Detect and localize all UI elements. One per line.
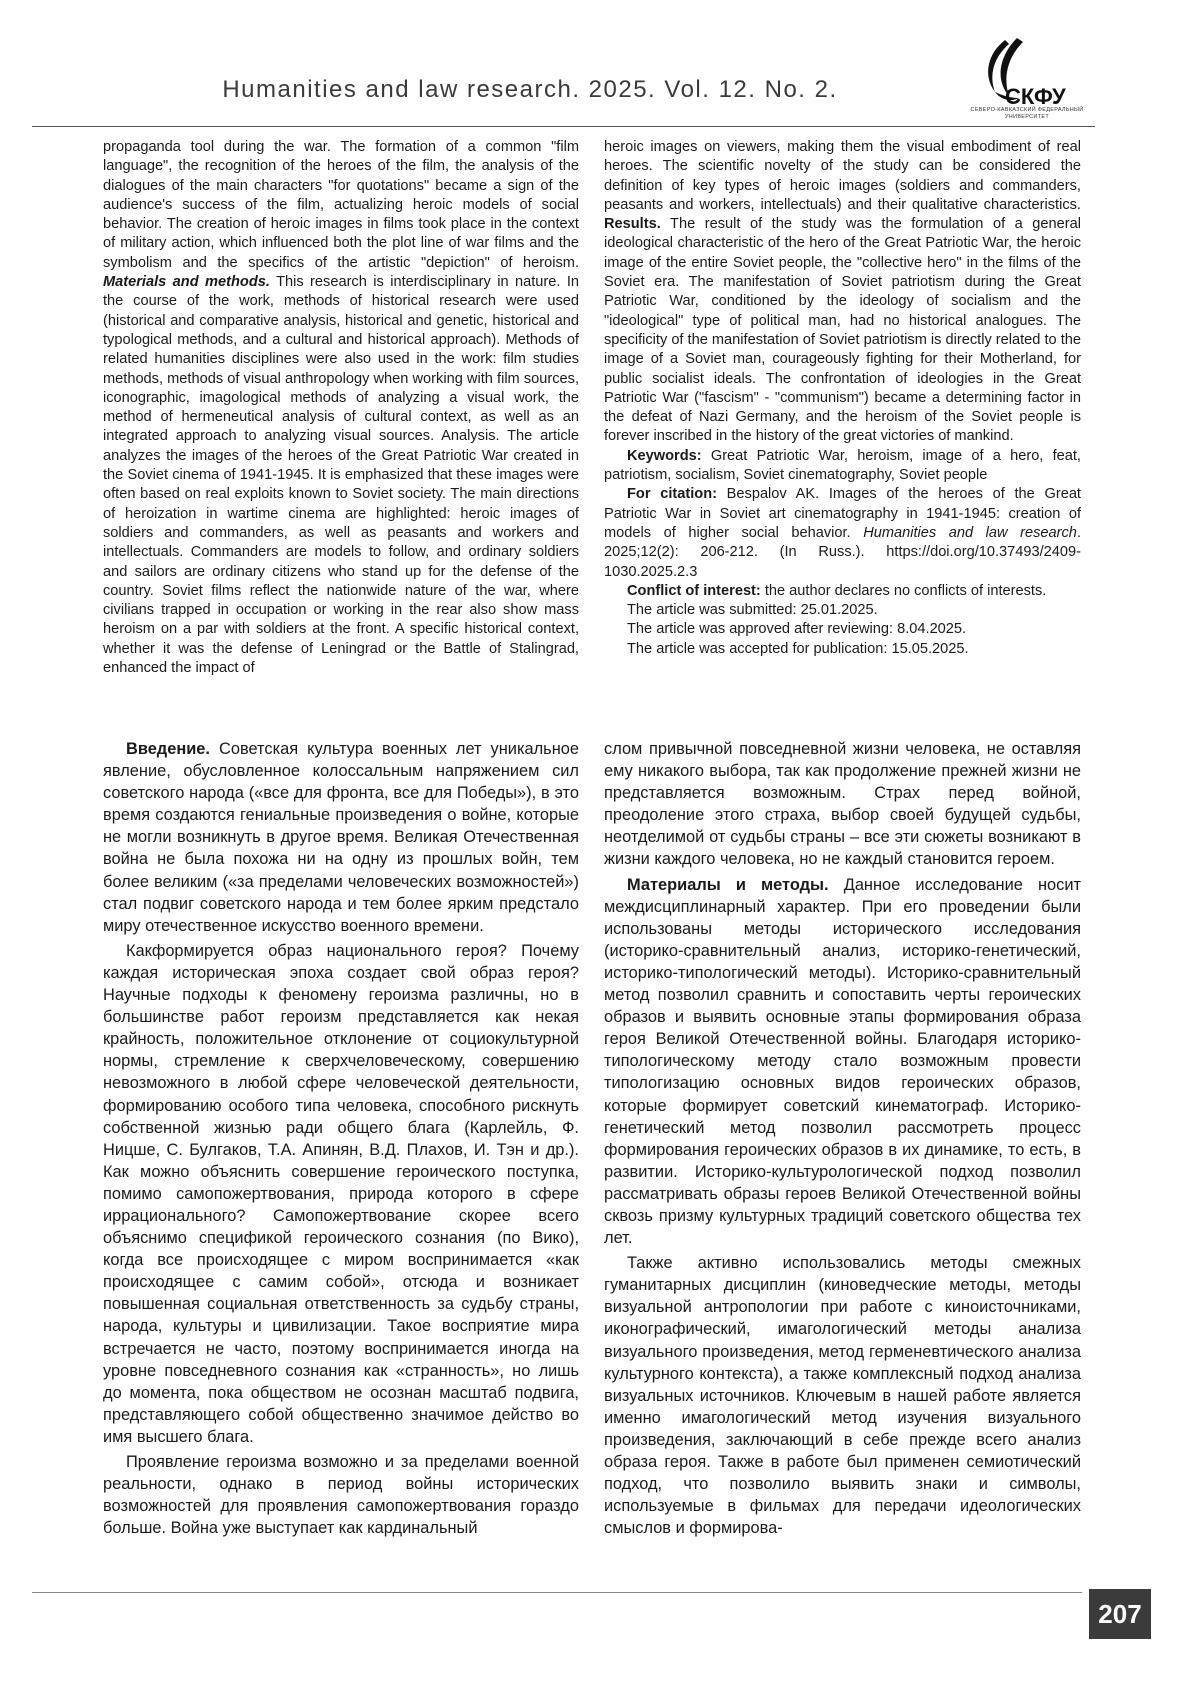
- body-paragraph: слом привычной повседневной жизни человека, не оставляя ему никакого выбора, так как продолжение прежней жизни не представляется возможным. Страх перед войной, преодоление этого страха, выбор своей будущей судьбы, неотделимой от судьбы страны – все эти сюжеты возникают в жизни каждого человека, но не каждый становится героем.: [604, 740, 1081, 869]
- materials-label: Materials and methods.: [103, 274, 270, 291]
- body-paragraph: Также активно использовались методы смежных гуманитарных дисциплин (киноведческие методы, методы визуальной антропологии при работе с киноисточниками, иконографический, имагологический методы анализа визуального произведения, метод герменевтического анализа культурного контекста), а также комплексный подход анализа визуальных источников. Ключевым в нашей работе является именно имагологический метод изучения визуального произведения, заключающий в себе прежде всего анализ образа героя. Также в работе был применен семиотический подход, что позволило выявить знаки и символы, используемые в фильмах для передачи идеологических смыслов и формирова-: [604, 1254, 1081, 1538]
- header-divider: [32, 126, 1095, 127]
- footer-divider: [32, 1592, 1082, 1593]
- intro-paragraph: Введение. Советская культура военных лет уникальное явление, обусловленное колоссальным напряжением сил советского народа («все для фронта, все для Победы»), в это время создаются гениальные произведения о войне, которые не могли возникнуть в другое время. Великая Отечественная война не была похожа ни на одну из прошлых войн, тем более великим («за пределами человеческих возможностей») стал подвиг советского народа и тем более ярким предстало миру отечественное искусство военного времени.: [103, 740, 579, 935]
- logo-subtitle: СЕВЕРО-КАВКАЗСКИЙ ФЕДЕРАЛЬНЫЙ УНИВЕРСИТЕТ: [970, 107, 1084, 120]
- accepted-date: The article was accepted for publication: 15.05.2025.: [627, 640, 969, 657]
- submitted-date: The article was submitted: 25.01.2025.: [627, 602, 878, 619]
- approved-date: The article was approved after reviewing: 8.04.2025.: [627, 621, 967, 638]
- abstract-text: The result of the study was the formulation of a general ideological characteristic of the hero of the Great Patriotic War, the heroic image of the entire Soviet people, the "collective hero" in the films of the Soviet era. The manifestation of Soviet patriotism during the Great Patriotic War, conditioned by the ideology of socialism and the "ideological" type of political man, had no historical analogues. The specificity of the manifestation of Soviet patriotism is directly related to the image of a Soviet man, courageously fighting for their Motherland, for public socialist ideals. The confrontation of ideologies in the Great Patriotic War ("fascism" - "communism") became a determining factor in the defeat of Nazi Germany, and the heroism of the Soviet people is forever inscribed in the history of the great victories of mankind.: [604, 216, 1081, 445]
- abstract-left-column: [103, 138, 579, 678]
- page-number: 207: [1089, 1589, 1151, 1639]
- body-paragraph: Какформируется образ национального героя? Почему каждая историческая эпоха создает свой образ героя? Научные подходы к феномену героизма различны, но в большинстве работ героизм представляется как некая крайность, положительное отклонение от социокультурной нормы, стремление к сверхчеловеческому, совершению невозможного в любой сфере человеческой деятельности, формированию особого типа человека, способного рискнуть собственной жизнью ради общего блага (Карлейль, Ф. Ницше, С. Булгаков, Т.А. Апинян, В.Д. Плахов, И. Тэн и др.). Как можно объяснить совершение героического поступка, помимо самопожертвования, природа которого в сфере иррационального? Самопожертвование скорее всего объяснимо спецификой героического сознания (по Вико), когда все происходящее с миром воспринимается «как происходящее с самим собой», отсюда и возникает повышенная социальная ответственность за судьбу страны, народа, культуры и цивилизации. Такое восприятие мира встречается не часто, поэтому воспринимается иногда на уровне повседневного сознания как «странность», но лишь до момента, пока обществом не осознан масштаб подвига, представляющего собой общественно значимое действо во имя высшего блага.: [103, 941, 579, 1446]
- keywords-paragraph: Keywords: Great Patriotic War, heroism, image of a hero, feat, patriotism, socialism, Soviet cinematography, Soviet people: [604, 447, 1081, 484]
- abstract-text: heroic images on viewers, making them the visual embodiment of real heroes. The scientific novelty of the study can be considered the definition of key types of heroic images (soldiers and commanders, peasants and workers, intellectuals) and their qualitative characteristics.: [604, 139, 1081, 213]
- journal-header: Humanities and law research. 2025. Vol. 12. No. 2.: [222, 76, 838, 103]
- conflict-paragraph: Conflict of interest: the author declares no conflicts of interests.: [627, 582, 1047, 599]
- logo-wordmark: СКФУ: [1005, 84, 1066, 109]
- abstract-right-column: [604, 138, 1081, 659]
- keywords-label: Keywords:: [627, 447, 702, 464]
- results-label: Results.: [604, 216, 661, 233]
- body-right-column: [604, 738, 1081, 1539]
- body-paragraph: Проявление героизма возможно и за пределами военной реальности, однако в период войны исторических возможностей для проявления самопожертвования гораздо больше. Война уже выступает как кардинальный: [103, 1453, 579, 1538]
- abstract-text: propaganda tool during the war. The formation of a common "film language", the recognition of the heroes of the film, the analysis of the dialogues of the main characters "for quotations" became a sign of the audience's success of the film, actualizing heroic models of social behavior. The creation of heroic images in films took place in the context of military action, which influenced both the plot line of war films and the symbolism and the specifics of the artistic "depiction" of heroism.: [103, 139, 579, 271]
- methods-label: Материалы и методы.: [627, 875, 829, 894]
- conflict-label: Conflict of interest:: [627, 582, 761, 599]
- body-left-column: [103, 738, 579, 1539]
- citation-journal: Humanities and law research: [863, 524, 1077, 541]
- citation-label: For citation:: [627, 486, 717, 503]
- citation-paragraph: For citation: Bespalov AK. Images of the heroes of the Great Patriotic War in Soviet art cinematography in 1941-1945: creation of models of higher social behavior. Humanities and law research. 2025;12(2): 206-212. (In Russ.). https://doi.org/10.37493/2409-1030.2025.2.3: [604, 486, 1081, 580]
- intro-label: Введение.: [126, 740, 210, 758]
- methods-paragraph: Материалы и методы. Данное исследование носит междисциплинарный характер. При его проведении были использованы методы исторического исследования (историко-сравнительный анализ, историко-генетический, историко-типологический методы). Историко-сравнительный метод позволил сравнить и сопоставить черты героических образов и выявить основные этапы формирования образа героя Великой Отечественной войны. Благодаря историко-типологическому методу стало возможным провести типологизацию основных видов героических образов, которые формирует советский кинематограф. Историко-генетический метод позволил рассмотреть процесс формирования героических образов в их динамике, то есть, в развитии. Историко-культурологической подход позволил рассматривать образы героев Великой Отечественной войны сквозь призму культурных традиций советского общества тех лет.: [604, 875, 1082, 1248]
- abstract-text: This research is interdisciplinary in nature. In the course of the work, methods of historical research were used (historical and comparative analysis, historical and genetic, historical and typological methods, and a cultural and historical approach). Methods of related humanities disciplines were also used in the work: film studies methods, methods of visual anthropology when working with film sources, iconographic, imagological methods of analyzing a visual work, the method of hermeneutical analysis of cultural context, as well as an integrated approach to analyzing visual sources. Analysis. The article analyzes the images of the heroes of the Great Patriotic War created in the Soviet cinema of 1941-1945. It is emphasized that these images were often based on real exploits known to Soviet society. The main directions of heroization in wartime cinema are highlighted: heroic images of soldiers and commanders, as well as peasants and workers and intellectuals. Commanders are models to follow, and ordinary soldiers and sailors are ordinary citizens who stand up for the defense of the country. Soviet films reflect the nationwide nature of the war, where civilians trapped in occupation or working in the rear also show mass heroism on a par with soldiers at the front. A specific historical context, whether it was the defense of Leningrad or the Battle of Stalingrad, enhanced the impact of: [103, 274, 579, 677]
